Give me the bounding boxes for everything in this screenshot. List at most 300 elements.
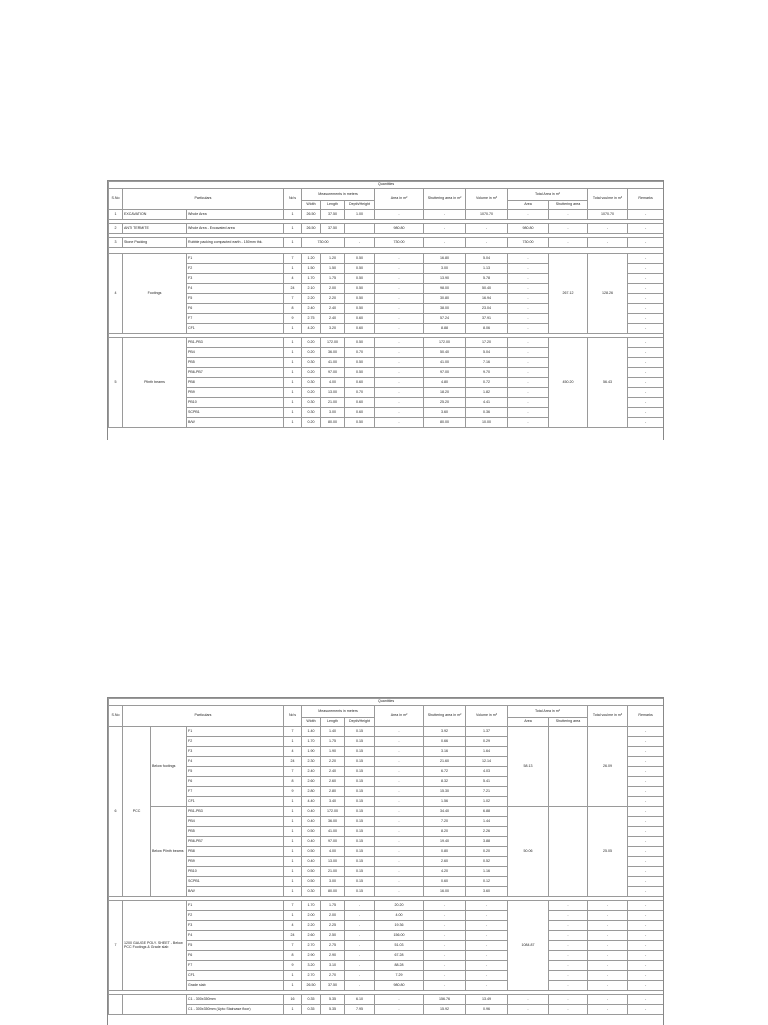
row-total-shutter: - <box>549 995 588 1005</box>
row-detail: F7 <box>187 961 284 971</box>
row-area: - <box>375 294 424 304</box>
row-volume: 12.14 <box>466 757 508 767</box>
row-shutter: 18.20 <box>424 388 466 398</box>
header-volume: Volume in m³ <box>466 189 508 210</box>
row-length: 2.20 <box>321 757 345 767</box>
pcc-group <box>109 727 664 897</box>
row-depth: 0.15 <box>345 807 375 817</box>
row-remarks: - <box>628 378 664 388</box>
row-nos: 1 <box>284 348 302 358</box>
row-nos: 1 <box>284 971 302 981</box>
row-depth: 0.70 <box>345 348 375 358</box>
row-remarks: - <box>628 951 664 961</box>
table-row <box>109 941 664 951</box>
row-remarks: - <box>628 807 664 817</box>
row-area: - <box>375 867 424 877</box>
row-volume: - <box>466 224 508 234</box>
row-total-shutter: - <box>549 1005 588 1015</box>
group-sno: 5 <box>109 338 123 428</box>
row-depth: - <box>345 971 375 981</box>
row-shutter: 50.40 <box>424 348 466 358</box>
row-depth: 0.50 <box>345 304 375 314</box>
row-area: - <box>375 388 424 398</box>
row-width: 0.20 <box>302 388 321 398</box>
row-volume: 1.16 <box>466 867 508 877</box>
row-area: - <box>375 304 424 314</box>
table-row <box>109 931 664 941</box>
row-nos: 1 <box>284 911 302 921</box>
row-area: - <box>375 857 424 867</box>
row-depth: 6.10 <box>345 995 375 1005</box>
row-shutter: 0.60 <box>424 877 466 887</box>
row-width: 0.20 <box>302 368 321 378</box>
header-shuttering-sub: Shuttering area <box>549 718 588 727</box>
row-remarks: - <box>628 254 664 264</box>
row-length: 2.40 <box>321 767 345 777</box>
header-total-volume: Total voulme in m³ <box>588 706 628 727</box>
row-volume: 50.40 <box>466 284 508 294</box>
group-sno: 6 <box>109 727 123 897</box>
row-area: - <box>375 338 424 348</box>
row-shutter: 21.60 <box>424 757 466 767</box>
row-total-area: - <box>508 368 549 378</box>
row-depth: 0.15 <box>345 767 375 777</box>
row-nos: 7 <box>284 901 302 911</box>
row-nos: 24 <box>284 931 302 941</box>
header-depth: Depth/Height <box>345 718 375 727</box>
table-row <box>109 981 664 991</box>
row-depth <box>345 224 375 234</box>
row-depth: 0.60 <box>345 378 375 388</box>
row-volume: 5.04 <box>466 348 508 358</box>
row-nos: 1 <box>284 1005 302 1015</box>
row-remarks: - <box>628 324 664 334</box>
poly-sheet-group <box>109 901 664 991</box>
row-length: 1.75 <box>321 737 345 747</box>
row-shutter: 156.76 <box>424 995 466 1005</box>
row-volume: 5.04 <box>466 254 508 264</box>
row-total-shutter: - <box>549 238 588 248</box>
row-width: 2.40 <box>302 304 321 314</box>
row-remarks: - <box>628 887 664 897</box>
row-depth: 0.15 <box>345 817 375 827</box>
row-volume: 0.29 <box>466 737 508 747</box>
row-nos: 1 <box>284 867 302 877</box>
row-volume: 1.13 <box>466 264 508 274</box>
row-total-volume: - <box>588 961 628 971</box>
row-area: - <box>375 284 424 294</box>
row-remarks: - <box>628 418 664 428</box>
row-total-volume: - <box>588 921 628 931</box>
row-detail: F1 <box>187 254 284 264</box>
row-total-area: - <box>508 418 549 428</box>
row-nos: 1 <box>284 324 302 334</box>
row-length: 36.00 <box>321 348 345 358</box>
row-nos: 1 <box>284 418 302 428</box>
row-area: - <box>375 1005 424 1015</box>
row-area: - <box>375 887 424 897</box>
row-shutter: - <box>424 921 466 931</box>
row-detail: B/W <box>187 887 284 897</box>
row-remarks: - <box>628 757 664 767</box>
header-area: Area in m² <box>375 189 424 210</box>
row-detail: PB1-PB3 <box>187 338 284 348</box>
row-width: 2.90 <box>302 951 321 961</box>
header-area-sub: Area <box>508 201 549 210</box>
row-width: 1.90 <box>302 747 321 757</box>
row-detail: PB4 <box>187 348 284 358</box>
row-detail: Rubble packing compacted earth - 150mm thk. <box>187 238 284 248</box>
row-area: - <box>375 847 424 857</box>
row-length: 36.00 <box>321 817 345 827</box>
row-length: 37.50 <box>321 224 345 234</box>
row-nos: 4 <box>284 274 302 284</box>
row-nos: 1 <box>284 877 302 887</box>
row-length: 1.20 <box>321 254 345 264</box>
row-length: 2.20 <box>321 294 345 304</box>
row-width: 2.60 <box>302 931 321 941</box>
row-detail: F2 <box>187 737 284 747</box>
row-remarks: - <box>628 284 664 294</box>
row-detail: SCPB1 <box>187 408 284 418</box>
row-detail: Grade slab <box>187 981 284 991</box>
row-detail: SCPB1 <box>187 877 284 887</box>
row-remarks: - <box>628 827 664 837</box>
row-volume: 0.52 <box>466 857 508 867</box>
row-total-volume: - <box>588 901 628 911</box>
header-shuttering-area: Shuttering area in m² <box>424 189 466 210</box>
header-nos: No's <box>284 189 302 210</box>
row-volume: 3.88 <box>466 837 508 847</box>
row-nos: 9 <box>284 961 302 971</box>
row-detail: PB6-PB7 <box>187 837 284 847</box>
row-area: 980.80 <box>375 981 424 991</box>
row-width: 0.40 <box>302 817 321 827</box>
row-detail: F6 <box>187 951 284 961</box>
row-total-volume: - <box>588 1005 628 1015</box>
row-nos: 1 <box>284 737 302 747</box>
row-nos: 1 <box>284 827 302 837</box>
row-detail: CF1 <box>187 797 284 807</box>
header-nos: No's <box>284 706 302 727</box>
row-nos: 16 <box>284 995 302 1005</box>
row-length: 80.00 <box>321 418 345 428</box>
group-total-shutter: 267.12 <box>549 254 588 334</box>
row-nos: 1 <box>284 847 302 857</box>
row-depth: 0.50 <box>345 358 375 368</box>
row-depth: - <box>345 911 375 921</box>
row-volume: 6.88 <box>466 807 508 817</box>
header-length: Length <box>321 201 345 210</box>
header-area-sub: Area <box>508 718 549 727</box>
row-length: 2.60 <box>321 777 345 787</box>
row-area: - <box>375 737 424 747</box>
row-shutter: 19.40 <box>424 837 466 847</box>
row-width: 2.40 <box>302 767 321 777</box>
row-length: 97.00 <box>321 368 345 378</box>
row-area: 20.20 <box>375 901 424 911</box>
row-width: 0.20 <box>302 418 321 428</box>
row-width: 0.50 <box>302 867 321 877</box>
row-merged-measure: 730.00 <box>302 238 345 248</box>
row-width: 0.35 <box>302 995 321 1005</box>
row-sno: 1 <box>109 210 123 220</box>
row-total-area: - <box>508 304 549 314</box>
row-remarks: - <box>628 857 664 867</box>
row-shutter: 34.40 <box>424 807 466 817</box>
row-nos: 4 <box>284 747 302 757</box>
row-remarks: - <box>628 847 664 857</box>
row-width: 1.20 <box>302 254 321 264</box>
row-total-shutter: - <box>549 941 588 951</box>
row-remarks: - <box>628 358 664 368</box>
group-total-volume: 25.05 <box>588 807 628 897</box>
row-area: - <box>375 418 424 428</box>
row-length: 2.40 <box>321 314 345 324</box>
row-shutter: 6.72 <box>424 767 466 777</box>
row-shutter: 7.20 <box>424 817 466 827</box>
row-volume: 1070.70 <box>466 210 508 220</box>
group-total-shutter: 450.20 <box>549 338 588 428</box>
row-shutter: - <box>424 971 466 981</box>
row-nos: 7 <box>284 294 302 304</box>
row-total-area: - <box>508 398 549 408</box>
header-width: Width <box>302 718 321 727</box>
group-particular: 1200 GAUGE POLY. SHEET - Below PCC Footings & Grade slab <box>123 901 187 991</box>
row-detail: F2 <box>187 264 284 274</box>
row-length: 5.35 <box>321 995 345 1005</box>
group-total-area: 1084.87 <box>508 901 549 991</box>
group-particular: Plinth beams <box>123 338 187 428</box>
row-total-area: 730.00 <box>508 238 549 248</box>
row-length: 2.90 <box>321 951 345 961</box>
row-length: 3.00 <box>321 408 345 418</box>
row-remarks: - <box>628 767 664 777</box>
row-length: 21.00 <box>321 398 345 408</box>
row-volume: - <box>466 238 508 248</box>
row-width: 0.50 <box>302 827 321 837</box>
row-volume: 1.82 <box>466 388 508 398</box>
row-remarks: - <box>628 368 664 378</box>
row-area: - <box>375 837 424 847</box>
row-detail: PB5 <box>187 358 284 368</box>
row-length: 1.40 <box>321 727 345 737</box>
row-remarks: - <box>628 867 664 877</box>
row-detail: F4 <box>187 284 284 294</box>
row-total-area: - <box>508 408 549 418</box>
row-total-shutter: - <box>549 951 588 961</box>
row-depth: - <box>345 981 375 991</box>
row-total-shutter: - <box>549 931 588 941</box>
row-detail: B/W <box>187 418 284 428</box>
row-width: 0.40 <box>302 807 321 817</box>
row-volume: 1.44 <box>466 817 508 827</box>
row-nos: 24 <box>284 284 302 294</box>
row-depth: 0.60 <box>345 314 375 324</box>
row-depth: 0.50 <box>345 294 375 304</box>
row-width: 2.60 <box>302 777 321 787</box>
row-length: 37.50 <box>321 210 345 220</box>
row-remarks: - <box>628 961 664 971</box>
row-length: 1.50 <box>321 264 345 274</box>
row-length: 3.10 <box>321 961 345 971</box>
header-sno: S.No <box>109 189 123 210</box>
row-nos: 7 <box>284 767 302 777</box>
row-volume: 10.00 <box>466 418 508 428</box>
header-shuttering-area: Shuttering area in m² <box>424 706 466 727</box>
row-length: 13.00 <box>321 388 345 398</box>
row-shutter: 3.16 <box>424 747 466 757</box>
group-total-volume: 26.09 <box>588 727 628 807</box>
row-detail: C1 - 300x350mm <box>187 995 284 1005</box>
row-area: - <box>375 378 424 388</box>
row-remarks: - <box>628 294 664 304</box>
row-volume: - <box>466 971 508 981</box>
row-detail: PB9 <box>187 388 284 398</box>
row-area: 88.28 <box>375 961 424 971</box>
row-shutter: 3.60 <box>424 408 466 418</box>
row-nos: 1 <box>284 807 302 817</box>
row-area: 67.28 <box>375 951 424 961</box>
row-nos: 1 <box>284 264 302 274</box>
header-length: Length <box>321 718 345 727</box>
row-depth: 0.15 <box>345 867 375 877</box>
row-remarks: - <box>628 911 664 921</box>
row-total-area: - <box>508 338 549 348</box>
row-area: 730.00 <box>375 238 424 248</box>
row-volume: - <box>466 911 508 921</box>
row-length: 2.40 <box>321 304 345 314</box>
row-shutter: 41.00 <box>424 358 466 368</box>
group-total-shutter <box>549 727 588 807</box>
row-nos: 1 <box>284 398 302 408</box>
row-nos: 1 <box>284 378 302 388</box>
row-volume: 1.37 <box>466 727 508 737</box>
row-detail: PB6-PB7 <box>187 368 284 378</box>
table-row <box>109 901 664 911</box>
row-depth: 0.15 <box>345 827 375 837</box>
row-volume: 5.78 <box>466 274 508 284</box>
row-width: 0.30 <box>302 887 321 897</box>
row-shutter: - <box>424 210 466 220</box>
table-row <box>109 1005 664 1015</box>
row-shutter: 0.80 <box>424 847 466 857</box>
table-row <box>109 971 664 981</box>
row-detail: F5 <box>187 941 284 951</box>
row-length: 5.35 <box>321 1005 345 1015</box>
row-sno: 2 <box>109 224 123 234</box>
row-depth: 0.15 <box>345 797 375 807</box>
row-depth: 0.50 <box>345 368 375 378</box>
row-width: 26.50 <box>302 981 321 991</box>
header-remarks: Remarks <box>628 189 664 210</box>
plinth-group <box>109 338 664 428</box>
row-detail: F1 <box>187 901 284 911</box>
row-remarks: - <box>628 971 664 981</box>
row-detail: PB8 <box>187 847 284 857</box>
row-shutter: 15.92 <box>424 1005 466 1015</box>
group-total-volume: 56.43 <box>588 338 628 428</box>
row-width: 2.20 <box>302 921 321 931</box>
row-volume: 3.60 <box>466 887 508 897</box>
header-sno: S.No <box>109 706 123 727</box>
row-area: - <box>375 314 424 324</box>
row-detail: C1 - 300x350mm (Upto Staircase floor) <box>187 1005 284 1015</box>
table-row <box>109 254 664 264</box>
row-nos: 1 <box>284 368 302 378</box>
row-width: 0.50 <box>302 847 321 857</box>
row-remarks: - <box>628 747 664 757</box>
group-sno: 4 <box>109 254 123 334</box>
row-shutter: - <box>424 911 466 921</box>
row-length: 4.00 <box>321 847 345 857</box>
row-detail: PB5 <box>187 827 284 837</box>
quantities-sheet-1 <box>107 180 664 440</box>
quantities-sheet-2 <box>107 697 664 1025</box>
row-depth: 1.00 <box>345 210 375 220</box>
row-remarks: - <box>628 1005 664 1015</box>
row-remarks: - <box>628 338 664 348</box>
row-remarks: - <box>628 348 664 358</box>
row-area: - <box>375 348 424 358</box>
row-depth: 0.15 <box>345 787 375 797</box>
row-depth: - <box>345 921 375 931</box>
row-width: 2.00 <box>302 911 321 921</box>
row-shutter: 15.30 <box>424 787 466 797</box>
table-row <box>109 238 664 248</box>
row-total-shutter: - <box>549 210 588 220</box>
group-total-area: 50.06 <box>508 807 549 897</box>
row-shutter: 2.60 <box>424 857 466 867</box>
row-volume: 2.26 <box>466 827 508 837</box>
row-depth: 0.60 <box>345 398 375 408</box>
row-width: 0.50 <box>302 877 321 887</box>
row-shutter: - <box>424 951 466 961</box>
row-remarks: - <box>628 737 664 747</box>
subgroup-label: Below Plinth beams <box>151 807 187 897</box>
row-width: 0.30 <box>302 378 321 388</box>
row-detail: F3 <box>187 921 284 931</box>
row-width: 0.30 <box>302 398 321 408</box>
group-sno: 7 <box>109 901 123 991</box>
row-depth: - <box>345 961 375 971</box>
row-width: 2.70 <box>302 941 321 951</box>
row-area: 156.00 <box>375 931 424 941</box>
table-row <box>109 921 664 931</box>
row-area: - <box>375 324 424 334</box>
row-area: - <box>375 274 424 284</box>
row-width: 0.30 <box>302 358 321 368</box>
table-row <box>109 727 664 737</box>
row-depth: - <box>345 951 375 961</box>
row-detail: F1 <box>187 727 284 737</box>
row-total-area: - <box>508 210 549 220</box>
row-depth: 0.50 <box>345 254 375 264</box>
header-quantities: Quantities <box>109 182 664 189</box>
row-width: 0.40 <box>302 837 321 847</box>
row-nos: 1 <box>284 224 302 234</box>
row-volume: 16.94 <box>466 294 508 304</box>
row-nos: 8 <box>284 951 302 961</box>
row-nos: 8 <box>284 777 302 787</box>
row-area: - <box>375 797 424 807</box>
row-area: 4.00 <box>375 911 424 921</box>
row-depth: 0.15 <box>345 737 375 747</box>
row-detail: CF1 <box>187 324 284 334</box>
header-remarks: Remarks <box>628 706 664 727</box>
row-depth: 0.15 <box>345 757 375 767</box>
row-remarks: - <box>628 787 664 797</box>
